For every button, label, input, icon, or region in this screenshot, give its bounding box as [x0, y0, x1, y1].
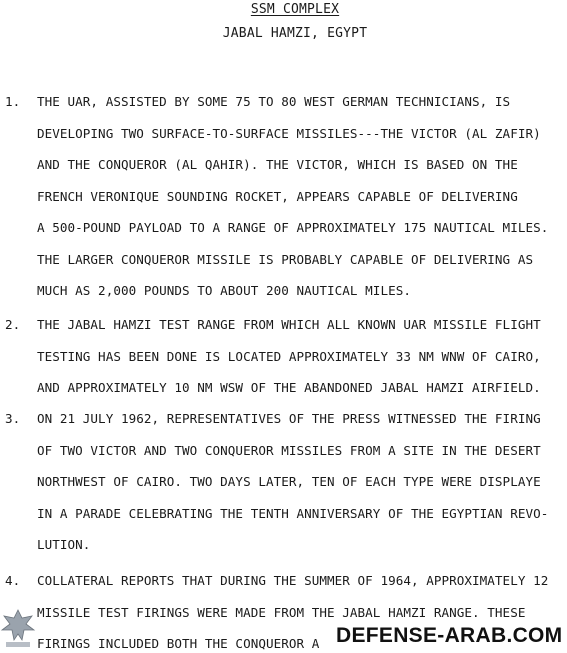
paragraph-line: ON 21 JULY 1962, REPRESENTATIVES OF THE PRESS WITNESSED THE FIRING — [37, 411, 541, 426]
watermark-text: DEFENSE-ARAB.COM — [330, 622, 567, 650]
document-subtitle: JABAL HAMZI, EGYPT — [222, 26, 368, 41]
paragraph-line: THE JABAL HAMZI TEST RANGE FROM WHICH ALL KNOWN UAR MISSILE FLIGHT — [37, 317, 541, 332]
paragraph-line: THE LARGER CONQUEROR MISSILE IS PROBABLY CAPABLE OF DELIVERING AS — [37, 251, 534, 267]
paragraph-line: FIRINGS INCLUDED BOTH THE CONQUEROR A — [37, 636, 320, 651]
paragraph-line: MISSILE TEST FIRINGS WERE MADE FROM THE JABAL HAMZI RANGE. THESE — [37, 604, 526, 620]
paragraph-number: 2. — [5, 317, 21, 332]
paragraph-line: A 500-POUND PAYLOAD TO A RANGE OF APPROXIMATELY 175 NAUTICAL MILES. — [37, 220, 549, 235]
paragraph-line: MUCH AS 2,000 POUNDS TO ABOUT 200 NAUTICAL MILES. — [37, 283, 411, 298]
paragraph-line: COLLATERAL REPORTS THAT DURING THE SUMMER OF 1964, APPROXIMATELY 12 — [37, 573, 549, 588]
paragraph-number: 3. — [5, 411, 21, 426]
paragraph-number: 4. — [5, 573, 21, 588]
eagle-emblem-icon — [0, 606, 36, 653]
paragraph-line: FRENCH VERONIQUE SOUNDING ROCKET, APPEARS CAPABLE OF DELIVERING — [37, 188, 518, 204]
paragraph-line: NORTHWEST OF CAIRO. TWO DAYS LATER, TEN OF EACH TYPE WERE DISPLAYE — [37, 474, 541, 489]
paragraph-number: 1. — [5, 94, 21, 109]
paragraph-line: IN A PARADE CELEBRATING THE TENTH ANNIVERSARY OF THE EGYPTIAN REVO- — [37, 505, 549, 521]
paragraph-line: OF TWO VICTOR AND TWO CONQUEROR MISSILES FROM A SITE IN THE DESERT — [37, 442, 541, 458]
paragraph-line: AND THE CONQUEROR (AL QAHIR). THE VICTOR, WHICH IS BASED ON THE — [37, 157, 518, 172]
paragraph-line: TESTING HAS BEEN DONE IS LOCATED APPROXIMATELY 33 NM WNW OF CAIRO, — [37, 348, 541, 364]
document-title: SSM COMPLEX — [250, 2, 340, 17]
paragraph-line: DEVELOPING TWO SURFACE-TO-SURFACE MISSILES---THE VICTOR (AL ZAFIR) — [37, 125, 541, 141]
paragraph-line: THE UAR, ASSISTED BY SOME 75 TO 80 WEST GERMAN TECHNICIANS, IS — [37, 94, 511, 109]
paragraph-line: AND APPROXIMATELY 10 NM WSW OF THE ABANDONED JABAL HAMZI AIRFIELD. — [37, 380, 541, 395]
paragraph-line: LUTION. — [37, 537, 91, 552]
